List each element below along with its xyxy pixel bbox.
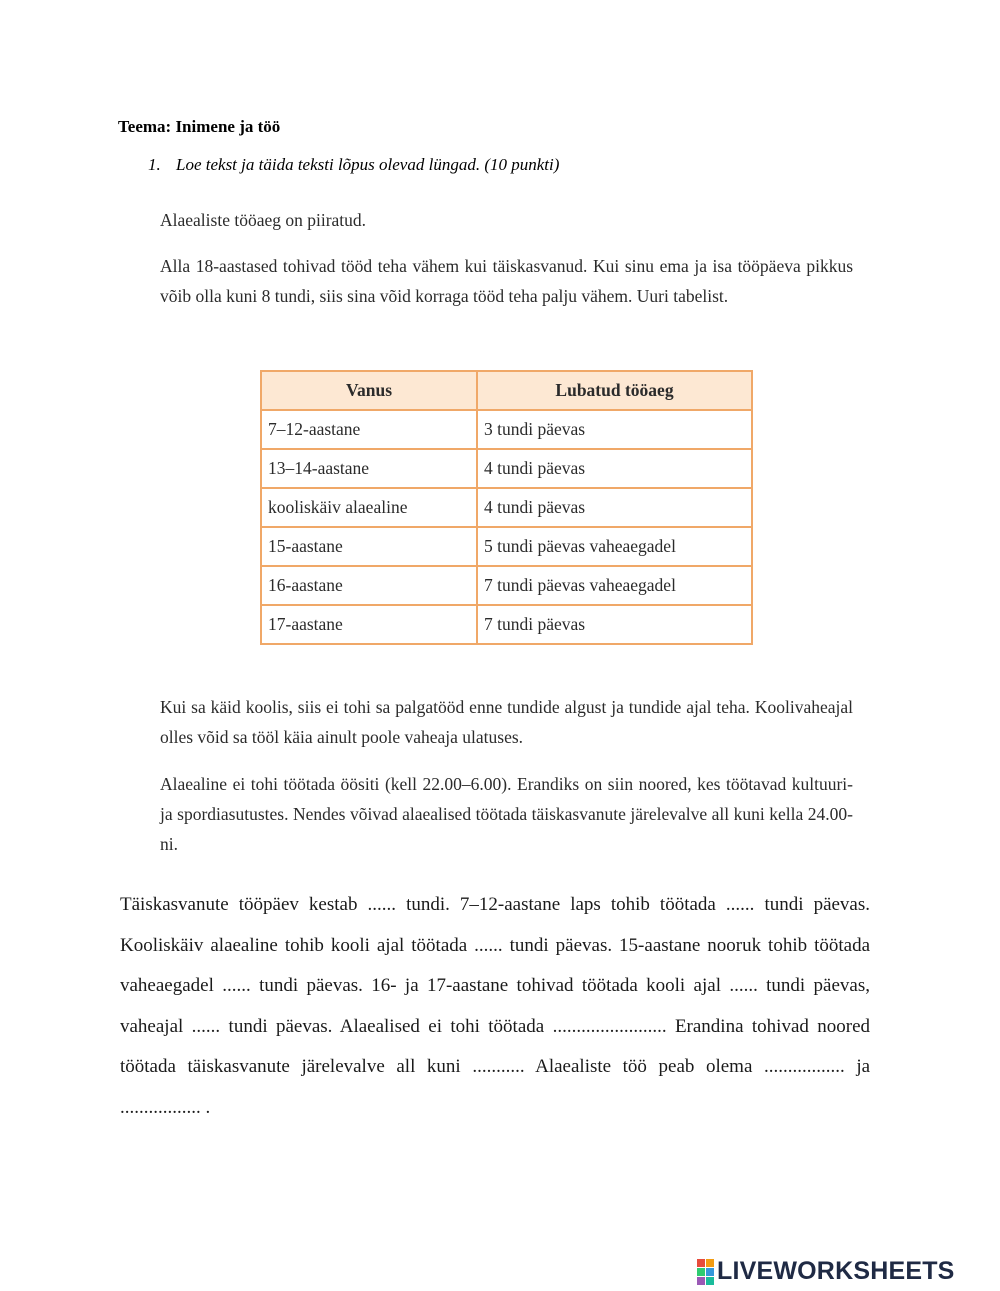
table-cell-age: 16-aastane (261, 566, 477, 605)
blank-5[interactable]: ...... (729, 975, 758, 996)
table-cell-age: 7–12-aastane (261, 410, 477, 449)
logo-tile (706, 1259, 714, 1267)
logo-tile (706, 1268, 714, 1276)
blank-6[interactable]: ...... (191, 1015, 221, 1037)
article-intro: Alla 18-aastased tohivad tööd teha vähem kui täiskasvanud. Kui sinu ema ja isa tööpäeva pikkus võib olla kuni 8 tundi, siis sina võid korraga tööd teha palju vähem. Uuri tabelist. (160, 256, 853, 306)
table-cell-hours: 4 tundi päevas (477, 488, 752, 527)
task-text: Loe tekst ja täida teksti lõpus olevad lüngad. (10 punkti) (176, 155, 560, 174)
fill-text-segment: tundi päevas. 16- ja 17-aastane tohivad töötada kooli ajal (259, 975, 721, 996)
table-row (261, 527, 752, 566)
blank-9[interactable]: ................. (763, 1056, 845, 1077)
fill-text-segment: . Erandina tohivad noored töötada täiskasvanute järelevalve all kuni (120, 1015, 871, 1077)
logo-text: LIVEWORKSHEETS (717, 1257, 955, 1285)
table-cell-hours: 5 tundi päevas vaheaegadel (477, 527, 752, 566)
fill-in-exercise (120, 885, 870, 1128)
fill-text-segment: tundi päevas. Kooliskäiv alaealine tohib kooli ajal töötada (120, 894, 871, 956)
table-cell-hours: 7 tundi päevas (477, 605, 752, 644)
table-cell-age: 13–14-aastane (261, 449, 477, 488)
logo-icon (697, 1259, 714, 1285)
fill-text-segment: Alaealiste töö peab olema (535, 1056, 753, 1077)
fill-text-segment: . (205, 1096, 211, 1118)
table-header-hours: Lubatud tööaeg (477, 371, 752, 410)
task-instruction (148, 155, 559, 175)
blank-8[interactable]: ........... (472, 1056, 525, 1077)
logo-tile (706, 1277, 714, 1285)
table-header-row (261, 371, 752, 410)
article-title: Alaealiste tööaeg on piiratud. (160, 210, 367, 230)
table-row (261, 566, 752, 605)
blank-4[interactable]: ...... (222, 975, 251, 996)
table-cell-age: 15-aastane (261, 527, 477, 566)
fill-text-segment: tundi päevas, vaheajal (120, 975, 870, 1037)
school-paragraph: Kui sa käid koolis, siis ei tohi sa palgatööd enne tundide algust ja tundide ajal teha. Koolivaheajal olles võid sa tööl käia ainult poole vaheaja ulatuses. (160, 697, 853, 747)
logo-tile (697, 1277, 705, 1285)
table-cell-age: 17-aastane (261, 605, 477, 644)
blank-2[interactable]: ...... (725, 894, 755, 915)
fill-text-segment: ja (856, 1056, 871, 1077)
blank-1[interactable]: ...... (367, 894, 397, 915)
logo-tile (697, 1259, 705, 1267)
table-row (261, 488, 752, 527)
fill-text-segment: Täiskasvanute tööpäev kestab (120, 894, 358, 915)
table-cell-hours: 7 tundi päevas vaheaegadel (477, 566, 752, 605)
table-row (261, 410, 752, 449)
logo-tile (697, 1268, 705, 1276)
table-row (261, 605, 752, 644)
fill-text-segment: tundi. 7–12-aastane laps tohib töötada (406, 894, 716, 915)
table-row (261, 449, 752, 488)
table-cell-age: kooliskäiv alaealine (261, 488, 477, 527)
fill-text-segment: tundi päevas. Alaealised ei tohi töötada (228, 1015, 545, 1037)
fill-text-segment: tundi päevas. 15-aastane nooruk tohib töötada vaheaegadel (120, 934, 870, 996)
table-cell-hours: 3 tundi päevas (477, 410, 752, 449)
table-cell-hours: 4 tundi päevas (477, 449, 752, 488)
work-hours-table (260, 370, 753, 645)
table-header-age: Vanus (261, 371, 477, 410)
page-title: Teema: Inimene ja töö (118, 117, 281, 136)
blank-7[interactable]: ....................... (552, 1015, 662, 1037)
blank-10[interactable]: ................. (120, 1096, 201, 1118)
task-number: 1. (148, 155, 161, 174)
blank-3[interactable]: ...... (474, 934, 503, 956)
night-paragraph: Alaealine ei tohi töötada öösiti (kell 22.00–6.00). Erandiks on siin noored, kes töötavad kultuuri- ja spordiasutustes. Nendes võivad alaealised töötada täiskasvanute järelevalve all kuni kella 24.00-ni. (160, 774, 853, 854)
liveworksheets-logo (697, 1257, 955, 1286)
